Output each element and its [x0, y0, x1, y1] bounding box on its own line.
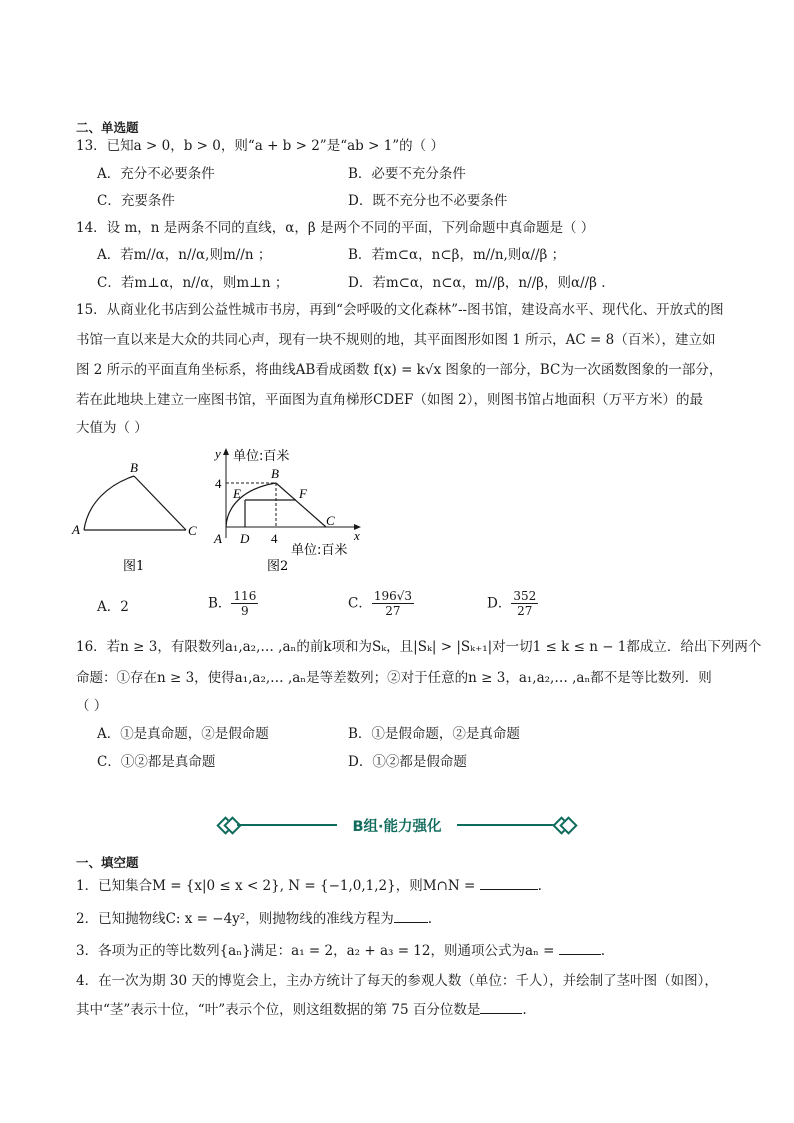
- q15-option-b-letter: B．: [208, 595, 232, 612]
- q14-option-c: C．若m⊥α，n//α，则m⊥n ；: [97, 275, 289, 291]
- figure-2-label-f: F: [299, 486, 307, 501]
- figure-2-label-c: C: [326, 513, 335, 528]
- q15-option-d: [487, 589, 538, 618]
- q15-option-b-fraction: [231, 589, 258, 618]
- banner-title: B组·能力强化: [352, 819, 442, 835]
- q15-option-a-value: 2: [120, 599, 129, 615]
- fill-question-4-line-1: 4．在一次为期 30 天的博览会上，主办方统计了每天的参观人数（单位：千人），并绘制了茎叶图（如图），: [76, 973, 718, 989]
- fill-question-4-end: .: [522, 1002, 527, 1018]
- figure-2: [205, 440, 375, 585]
- fill-question-2-end: .: [427, 911, 433, 927]
- figure-2-tick-y: 4: [215, 476, 222, 491]
- question-16-line-2: 命题：①存在n ≥ 3，使得a₁,a₂,… ,aₙ是等差数列；②对于任意的n ≥ 3，a₁,a₂,… ,aₙ都不是等比数列．则: [76, 670, 712, 686]
- figure-2-label-a: A: [214, 531, 222, 546]
- question-15-line-4: 若在此地块上建立一座图书馆，平面图为直角梯形CDEF（如图 2），则图书馆占地面积（万平方米）的最: [76, 392, 704, 408]
- q15-option-c-fraction: [372, 589, 414, 618]
- q15-option-c-letter: C．: [348, 595, 372, 612]
- fill-question-2-blank: [394, 909, 428, 923]
- q16-option-d: D．①②都是假命题: [348, 754, 467, 770]
- q15-option-d-fraction: [511, 589, 538, 618]
- q15-option-c-denominator: 27: [385, 604, 401, 618]
- question-16-line-3: （ ）: [76, 698, 108, 714]
- q16-option-a: A．①是真命题，②是假命题: [97, 726, 269, 742]
- q13-option-a: A．充分不必要条件: [97, 166, 215, 182]
- figure-2-axis-x-label: x: [354, 528, 360, 543]
- question-16-line-1: 16．若n ≥ 3，有限数列a₁,a₂,… ,aₙ的前k项和为Sₖ，且|Sₖ| > |Sₖ₊₁|对一切1 ≤ k ≤ n − 1都成立．给出下列两个: [76, 639, 762, 655]
- q15-option-c: [348, 589, 414, 618]
- q13-option-d: D．既不充分也不必要条件: [348, 193, 508, 209]
- q15-option-d-numerator: 352: [513, 589, 537, 603]
- figure-2-unit-y: 单位:百米: [233, 449, 290, 464]
- figure-2-label-b: B: [271, 466, 279, 481]
- section-heading-fill-in: 一、填空题: [76, 855, 139, 870]
- fill-question-4-text: 其中“茎”表示十位，“叶”表示个位，则这组数据的第 75 百分位数是: [76, 1002, 481, 1018]
- figure-2-tick-x: 4: [271, 531, 278, 546]
- fill-question-1-end: .: [537, 878, 542, 894]
- fill-question-2-text: 2．已知抛物线C: x = −4y²，则抛物线的准线方程为: [76, 911, 394, 927]
- question-15-line-2: 书馆一直以来是大众的共同心声，现有一块不规则的地，其平面图形如图 1 所示，AC = 8（百米），建立如: [76, 332, 716, 348]
- fill-question-3-blank: [559, 941, 601, 955]
- q15-option-d-denominator: 27: [517, 604, 533, 618]
- figure-2-axis-y-label: y: [215, 446, 221, 461]
- q15-option-a-letter: A．: [97, 599, 121, 615]
- question-15-line-5: 大值为（ ）: [76, 420, 148, 436]
- fill-question-2: [76, 909, 432, 928]
- figure-1-label-a: A: [72, 522, 80, 537]
- q15-option-a: [97, 598, 129, 616]
- figure-2-label-d: D: [240, 531, 250, 546]
- q15-option-b: [208, 589, 258, 618]
- fill-question-3: [76, 941, 605, 960]
- figure-1-curve-ab: [84, 476, 134, 530]
- figure-2-label-e: E: [233, 486, 241, 501]
- figure-1-label-c: C: [188, 523, 197, 538]
- figure-2-unit-x: 单位:百米: [291, 543, 348, 558]
- question-13-stem: 13．已知a > 0，b > 0，则“a + b > 2”是“ab > 1”的（ ）: [76, 138, 444, 154]
- fill-question-1: [76, 876, 542, 895]
- figure-1: [70, 462, 200, 582]
- q15-option-c-numerator: 196√3: [373, 589, 413, 603]
- q15-option-d-letter: D．: [487, 595, 512, 612]
- figure-1-caption: 图1: [123, 559, 145, 574]
- q15-option-b-denominator: 9: [241, 604, 249, 618]
- fill-question-4-line-2: [76, 1000, 527, 1019]
- figure-2-caption: 图2: [267, 559, 289, 574]
- question-15-line-3: 图 2 所示的平面直角坐标系，将曲线AB看成函数 f(x) = k√x 图象的一部分，BC为一次函数图象的一部分，: [76, 362, 723, 378]
- fill-question-3-end: .: [600, 943, 606, 959]
- q16-option-c: C．①②都是真命题: [97, 754, 216, 770]
- q13-option-c: C．充要条件: [97, 193, 175, 209]
- q15-option-b-numerator: 116: [233, 589, 257, 603]
- q16-option-b: B．①是假命题，②是真命题: [348, 726, 520, 742]
- figure-1-segment-bc: [134, 476, 186, 530]
- question-14-stem: 14．设 m，n 是两条不同的直线，α，β 是两个不同的平面，下列命题中真命题是（ ）: [76, 220, 595, 236]
- q13-option-b: B．必要不充分条件: [348, 166, 466, 182]
- figure-2-y-arrow: [223, 448, 229, 455]
- q14-option-b: B．若m⊂α，n⊂β，m//n,则α//β ；: [348, 247, 566, 263]
- fill-question-4-blank: [480, 1000, 522, 1014]
- group-b-banner: [215, 814, 579, 836]
- q14-option-d: D．若m⊂α，n⊂α，m//β，n//β，则α//β .: [348, 275, 606, 291]
- banner-right-line: [457, 824, 557, 826]
- q14-option-a: A．若m//α，n//α,则m//n ；: [97, 247, 272, 263]
- fill-question-1-text: 1．已知集合M = {x|0 ≤ x < 2}, N = {−1,0,1,2}，则M∩N =: [76, 878, 480, 894]
- fill-question-1-blank: [480, 876, 538, 890]
- section-heading-single-choice: 二、单选题: [76, 120, 139, 135]
- fill-question-3-text: 3．各项为正的等比数列{aₙ}满足：a₁ = 2，a₂ + a₃ = 12，则通项公式为aₙ =: [76, 943, 559, 959]
- figure-1-label-b: B: [130, 462, 138, 475]
- question-15-line-1: 15．从商业化书店到公益性城市书房，再到“会呼吸的文化森林”--图书馆，建设高水平、现代化、开放式的图: [76, 302, 724, 318]
